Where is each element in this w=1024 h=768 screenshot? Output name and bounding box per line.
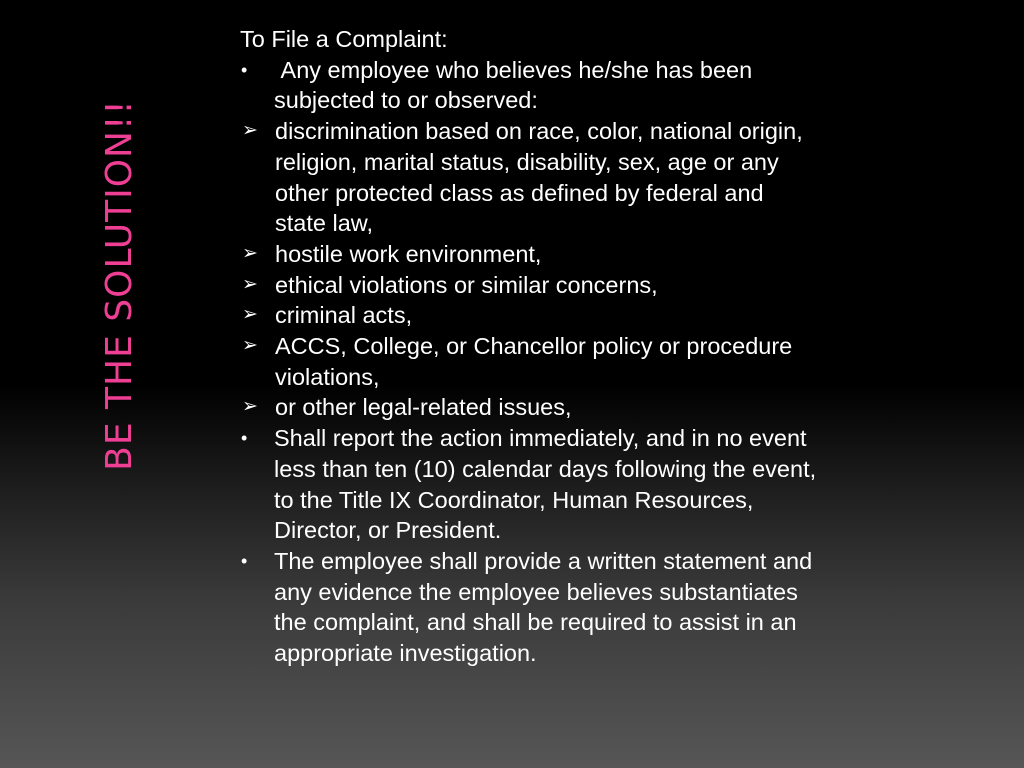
list-item xyxy=(240,546,820,669)
list-item xyxy=(240,270,820,301)
bullet-arrow-icon: ➢ xyxy=(242,242,258,264)
list-item-text: criminal acts, xyxy=(275,302,413,329)
complaint-heading: To File a Complaint: xyxy=(240,26,448,52)
list-item-text: Any employee who believes he/she has been subjected to or observed: xyxy=(274,56,759,114)
list-item-text: Shall report the action immediately, and in no event less than ten (10) calendar days following the event, to the Title IX Coordinator, Human Resources, Director, or President. xyxy=(274,425,817,544)
bullet-arrow-icon: ➢ xyxy=(242,335,258,357)
list-item xyxy=(240,116,820,239)
list-item xyxy=(240,423,820,546)
bullet-dot-icon: • xyxy=(241,428,248,449)
bullet-dot-icon: • xyxy=(241,59,248,80)
bullet-arrow-icon: ➢ xyxy=(242,396,258,418)
slide-body xyxy=(240,24,820,669)
bullet-dot-icon: • xyxy=(241,550,248,571)
list-item-text: ethical violations or similar concerns, xyxy=(275,271,658,298)
list-item xyxy=(240,392,820,423)
list-item-text: hostile work environment, xyxy=(275,240,542,267)
list-item-text: or other legal-related issues, xyxy=(275,394,572,421)
list-item xyxy=(240,55,820,116)
list-item xyxy=(240,300,820,331)
bullet-arrow-icon: ➢ xyxy=(242,304,258,326)
side-title-text: BE THE SOLUTION!! xyxy=(99,99,140,471)
bullet-arrow-icon: ➢ xyxy=(242,120,258,142)
list-item-text: discrimination based on race, color, national origin, religion, marital status, disability, sex, age or any other protected class as defined by federal and state law, xyxy=(275,118,803,237)
list-item xyxy=(240,239,820,270)
list-item xyxy=(240,331,820,392)
bullet-arrow-icon: ➢ xyxy=(242,273,258,295)
list-item-text: The employee shall provide a written statement and any evidence the employee believes substantiates the complaint, and shall be required to assist in an appropriate investigation. xyxy=(274,547,813,667)
list-item-text: ACCS, College, or Chancellor policy or procedure violations, xyxy=(275,333,793,390)
